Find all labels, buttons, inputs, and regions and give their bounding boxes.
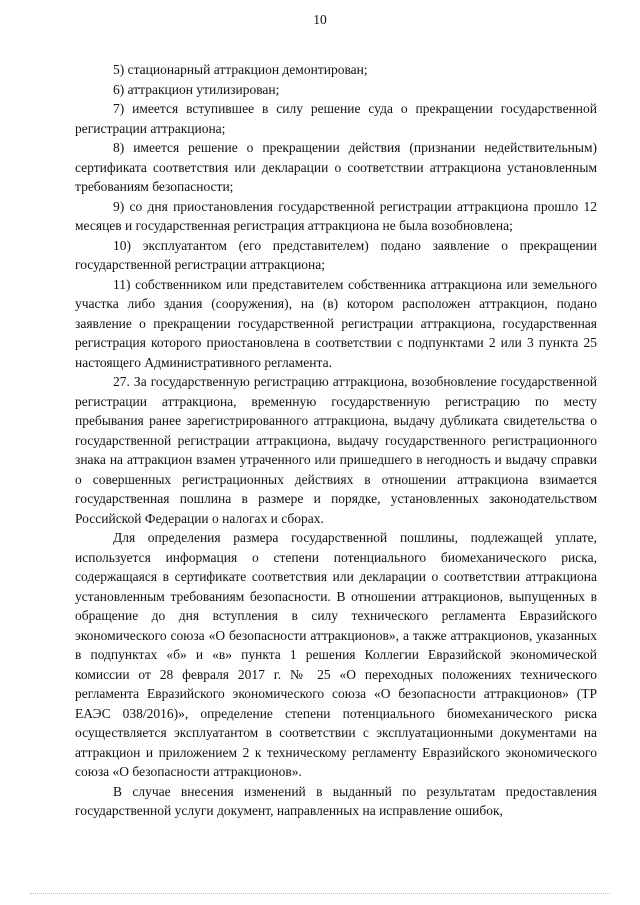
page-number: 10 xyxy=(313,12,327,27)
paragraph-clause-27: 27. За государственную регистрацию аттракциона, возобновление государственной регистрации аттракциона, временную государственную регистрацию по месту пребывания ранее зарегистрированного аттракциона, выдачу дубликата свидетельства о государственной регистрации аттракциона, выдачу государственного регистрационного знака на аттракцион взамен утраченного или пришедшего в негодность и выдачу справки о совершенных регистрационных действиях в отношении аттракциона взимается государственная пошлина в размере и порядке, установленных законодательством Российской Федерации о налогах и сборах. xyxy=(75,374,597,526)
paragraph-item-8: 8) имеется решение о прекращении действия (признании недействительным) сертификата соответствия или декларации о соответствии аттракциона установленным требованиям безопасности; xyxy=(75,140,597,194)
document-body xyxy=(75,60,597,821)
paragraph-fee-determination: Для определения размера государственной пошлины, подлежащей уплате, используется информация о степени потенциального биомеханического риска, содержащаяся в сертификате соответствия или декларации о соответствии аттракциона установленным требованиям безопасности. В отношении аттракционов, выпущенных в обращение до дня вступления в силу технического регламента Евразийского экономического союза «О безопасности аттракционов», а также аттракционов, указанных в подпунктах «б» и «в» пункта 1 решения Коллегии Евразийской экономической комиссии от 28 февраля 2017 г. № 25 «О переходных положениях технического регламента Евразийского экономического союза «О безопасности аттракционов» (ТР ЕАЭС 038/2016)», определение степени потенциального биомеханического риска осуществляется эксплуатантом в соответствии с эксплуатационными документами на аттракцион и приложением 2 к техническому регламенту Евразийского экономического союза «О безопасности аттракционов». xyxy=(75,530,597,779)
paragraph-item-11: 11) собственником или представителем собственника аттракциона или земельного участка либо здания (сооружения), на (в) котором расположен аттракцион, подано заявление о прекращении государственной регистрации аттракциона, государственная регистрация которого приостановлена в соответствии с подпунктами 2 или 3 пункта 25 настоящего Административного регламента. xyxy=(75,276,597,370)
paragraph-item-5: 5) стационарный аттракцион демонтирован; xyxy=(113,62,368,77)
scan-edge-rule xyxy=(30,893,610,894)
paragraph-item-7: 7) имеется вступившее в силу решение суда о прекращении государственной регистрации аттракциона; xyxy=(75,101,597,136)
paragraph-item-6: 6) аттракцион утилизирован; xyxy=(113,81,280,97)
paragraph-document-changes: В случае внесения изменений в выданный по результатам предоставления государственной услуги документ, направленных на исправление ошибок, xyxy=(75,783,597,818)
paragraph-item-10: 10) эксплуатантом (его представителем) подано заявление о прекращении государственной регистрации аттракциона; xyxy=(75,237,597,272)
paragraph-item-9: 9) со дня приостановления государственной регистрации аттракциона прошло 12 месяцев и государственная регистрация аттракциона не была возобновлена; xyxy=(75,198,597,233)
